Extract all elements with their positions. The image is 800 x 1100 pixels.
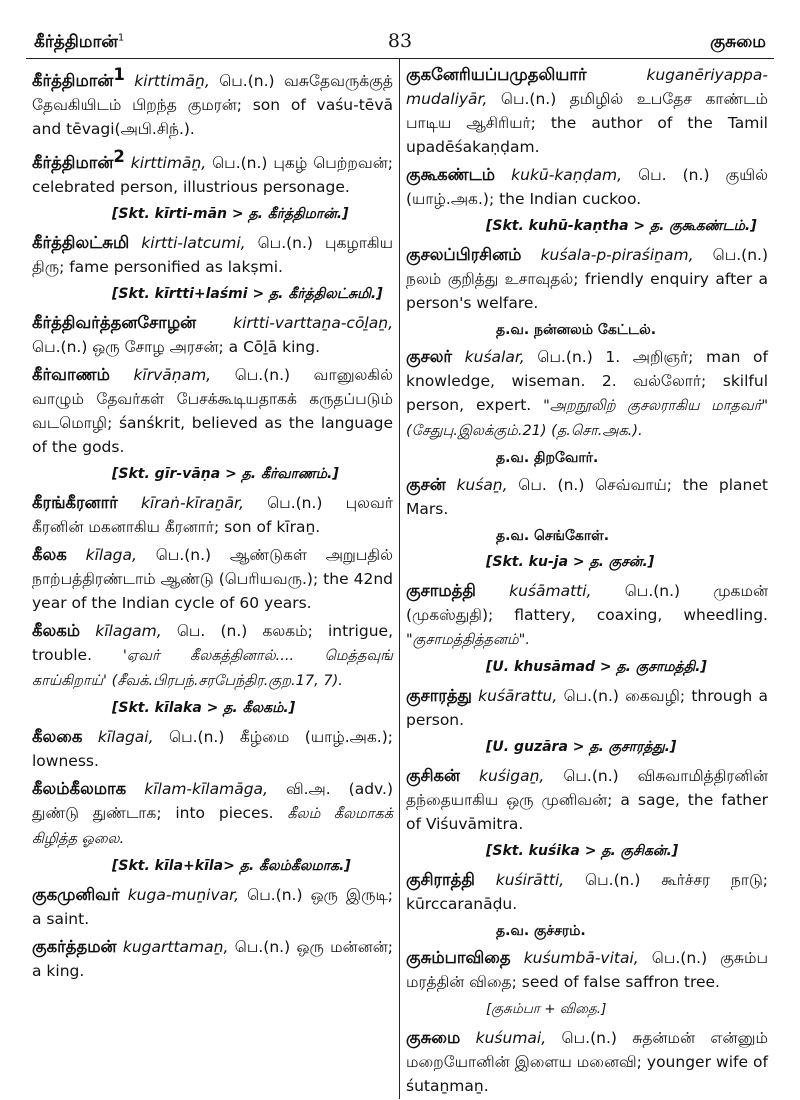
definition: பெ.(n.) தமிழில் உபதேச காண்டம் பாடிய ஆசிரியர்; the author of the Tamil upadēśakaṇḍam. [406, 90, 768, 156]
headword: குசிகன் [406, 766, 461, 785]
dictionary-entry [406, 868, 768, 916]
headword-superscript: 1 [113, 65, 125, 84]
dictionary-entry [406, 1026, 768, 1098]
definition: பெ.(n.) புகழ் பெற்றவன்; celebrated person, illustrious personage. [32, 154, 393, 197]
headword: கீலம்கீலமாக [32, 779, 127, 799]
page-header [26, 28, 774, 59]
definition: வி.அ. (adv.) துண்டு துண்டாக; into pieces. [32, 780, 393, 823]
transliteration: kirttimāṉ, [130, 154, 207, 173]
dictionary-entry [32, 145, 393, 199]
dictionary-entry [32, 63, 393, 141]
transliteration: kuśalar, [464, 348, 525, 366]
header-guide-word-right: குசுமை [710, 32, 766, 52]
transliteration: kīlaga, [85, 546, 137, 565]
dictionary-entry [32, 777, 393, 851]
transliteration: kuśumai, [475, 1029, 547, 1047]
definition: பெ.(n.) வானுலகில் வாழும் தேவர்கள் பேசக்கூடியதாகக் கருதப்படும் வடமொழி; śanśkrit, believed as the language of the gods. [32, 366, 393, 457]
definition: பெ.(n.) கூர்ச்சர நாடு; kūrccaranāḍu. [406, 871, 768, 913]
headword: குசும்பாவிதை [406, 948, 511, 967]
etymology: [Skt. kuśika > த. குசிகன்.] [486, 843, 679, 859]
headword: குசன் [406, 475, 446, 494]
transliteration: kirttimāṉ, [134, 72, 210, 91]
headword: குசுமை [406, 1028, 461, 1047]
definition: பெ.(n.) புகழாகிய திரு; fame personified as lakṣmi. [32, 234, 393, 277]
headword: குகனேரியப்பமுதலியார் [406, 65, 587, 84]
dictionary-entry [32, 619, 393, 693]
dictionary-entry [406, 473, 768, 521]
definition: பெ.(n.) ஒரு சோழ அரசன்; a Cōḻā king. [32, 338, 320, 357]
headword: குசாரத்து [406, 686, 472, 705]
headword: குசலப்பிரசினம் [406, 245, 522, 264]
headword: குகூகண்டம் [406, 165, 496, 184]
headword: கீலகை [32, 727, 83, 747]
usage-quote: 'ஏவர் கீலகத்தினால்.... மெத்தவுங் காய்கிறாய்' (சீவக்.பிரபந்.சரபேந்திர.குற.17, 7). [32, 648, 393, 690]
right-column [400, 59, 774, 1099]
definition: பெ. (n.) செவ்வாய்; the planet Mars. [406, 476, 768, 518]
definition: பெ.(n.) கைவழி; through a person. [406, 687, 768, 729]
headword: கீலக [32, 545, 67, 565]
definition: பெ.(n.) குசும்ப மரத்தின் விதை; seed of false saffron tree. [406, 949, 768, 991]
dictionary-entry [32, 363, 393, 459]
headword: கீர்த்திலட்சுமி [32, 233, 130, 253]
definition: பெ.(n.) புலவர் கீரனின் மகனாகிய கீரனார்; son of kīraṉ. [32, 494, 393, 537]
header-guide-word-left: கீர்த்திமான்$^1$ [34, 32, 125, 52]
dictionary-entry [32, 491, 393, 539]
tamil-equivalent: த.வ. குச்சரம். [496, 923, 586, 939]
transliteration: kīraṅ-kīraṉār, [141, 494, 244, 513]
dictionary-entry [32, 543, 393, 615]
left-column [26, 59, 400, 1099]
dictionary-entry [406, 579, 768, 652]
transliteration: kīrvāṇam, [133, 366, 212, 385]
transliteration: kugarttamaṉ, [122, 938, 229, 957]
headword: கீலகம் [32, 621, 81, 641]
transliteration: kuśigaṉ, [479, 767, 545, 785]
etymology: [Skt. gīr-vāṇa > த. கீர்வாணம்.] [112, 466, 339, 483]
headword: கீரங்கீரனார் [32, 493, 118, 513]
etymology: [U. guzāra > த. குசாரத்து.] [486, 739, 677, 755]
headword-superscript: 2 [113, 147, 125, 167]
dictionary-entry [32, 311, 393, 359]
dictionary-entry [32, 883, 393, 931]
etymology: [Skt. kīrti-mān > த. கீர்த்திமான்.] [112, 206, 349, 223]
etymology: [U. khusāmad > த. குசாமத்தி.] [486, 659, 707, 675]
transliteration: kuśumbā-vitai, [523, 949, 639, 967]
transliteration: kīlam-kīlamāga, [144, 780, 268, 799]
transliteration: kukū-kaṇḍam, [511, 166, 622, 184]
transliteration: kuśaṉ, [456, 476, 508, 494]
transliteration: kirtti-varttaṉa-cōḻaṉ, [233, 314, 393, 333]
definition: பெ.(n.) 1. அறிஞர்; man of knowledge, wiseman. 2. வல்லோர்; skilful person, expert. [406, 348, 768, 414]
headword: கீர்வாணம் [32, 365, 110, 385]
etymology: [Skt. ku-ja > த. குசன்.] [486, 554, 655, 570]
transliteration: kīlagai, [97, 728, 154, 747]
transliteration: kuga-muṉivar, [127, 886, 240, 905]
definition: பெ.(n.) ஆண்டுகள் அறுபதில் நாற்பத்திரண்டாம் ஆண்டு (பெரியவரு.); the 42nd year of the Indian cycle of 60 years. [32, 546, 393, 613]
headword: குசாமத்தி [406, 581, 476, 600]
usage-quote: "குசாமத்தித்தனம்". [406, 632, 530, 648]
transliteration: kuśirātti, [495, 871, 565, 889]
dictionary-entry [32, 231, 393, 279]
headword: குகர்த்தமன் [32, 937, 117, 957]
dictionary-entry [406, 764, 768, 836]
definition: பெ.(n.) ஒரு மன்னன்; a king. [32, 938, 393, 981]
tamil-equivalent: த.வ. செங்கோள். [496, 528, 610, 544]
etymology: [Skt. kīrtti+laśmi > த. கீர்த்திலட்சுமி.] [112, 286, 383, 303]
headword: குசிராத்தி [406, 870, 475, 889]
tamil-equivalent: த.வ. திறவோர். [496, 450, 599, 466]
definition: பெ.(n.) ஒரு இருடி; a saint. [32, 886, 394, 929]
headword: கீர்த்திமான் [32, 71, 114, 91]
etymology: [Skt. kīla+kīla> த. கீலம்கீலமாக.] [112, 858, 351, 875]
definition: பெ.(n.) நலம் குறித்து உசாவுதல்; friendly enquiry after a person's welfare. [406, 246, 768, 312]
etymology: [குசும்பா + விதை.] [486, 1001, 607, 1017]
dictionary-entry [406, 345, 768, 443]
dictionary-entry [406, 684, 768, 732]
transliteration: kirtti-latcumi, [141, 234, 246, 253]
headword: குகமுனிவர் [32, 885, 120, 905]
definition: பெ.(n.) விசுவாமித்திரனின் தந்தையாகிய ஒரு முனிவன்; a sage, the father of Viśuvāmitra. [406, 767, 768, 833]
dictionary-entry [32, 935, 393, 983]
dictionary-entry [406, 946, 768, 994]
etymology: [Skt. kuhū-kaṇtha > த. குகூகண்டம்.] [486, 218, 757, 234]
usage-quote: கீலம் கீலமாகக் கிழித்த ஓலை. [32, 806, 393, 848]
dictionary-entry [406, 243, 768, 315]
transliteration: kuśāmatti, [509, 582, 592, 600]
definition: பெ.(n.) கீழ்மை (யாழ்.அக.); lowness. [32, 728, 393, 771]
headword: கீர்த்திவர்த்தனசோழன் [32, 313, 197, 333]
definition: பெ. (n.) குயில் (யாழ்.அக.); the Indian cuckoo. [406, 166, 768, 208]
columns [26, 59, 774, 1099]
tamil-equivalent: த.வ. நன்னலம் கேட்டல். [496, 322, 657, 338]
dictionary-entry [32, 725, 393, 773]
headword: குசலர் [406, 347, 453, 366]
definition: பெ.(n.) சுதன்மன் என்னும் மறையோனின் இளைய மனைவி; younger wife of śutaṉmaṉ. [406, 1029, 768, 1095]
transliteration: kuganēriyappa-mudaliyār, [406, 66, 768, 108]
definition: பெ.(n.) முகமன் (முகஸ்துதி); flattery, coaxing, wheedling. [406, 582, 768, 624]
headword: கீர்த்திமான் [32, 153, 114, 173]
definition: பெ. (n.) கலகம்; intrigue, trouble. [32, 622, 393, 665]
etymology: [Skt. kīlaka > த. கீலகம்.] [112, 700, 296, 717]
definition: பெ.(n.) வசுதேவருக்குத் தேவகியிடம் பிறந்த குமரன்; son of vaśu-tēvā and tēvagi(அபி.சிந்.). [32, 72, 393, 139]
transliteration: kuśārattu, [478, 687, 558, 705]
dictionary-entry [406, 63, 768, 159]
dictionary-entry [406, 163, 768, 211]
page-number: 83 [387, 30, 413, 52]
usage-quote: "அறநூலிற் குசலராகிய மாதவர்" (சேதுபு.இலக்கும்.21) (த.சொ.அக.). [406, 398, 768, 439]
transliteration: kuśala-p-piraśiṉam, [540, 246, 694, 264]
transliteration: kīlagam, [95, 622, 162, 641]
